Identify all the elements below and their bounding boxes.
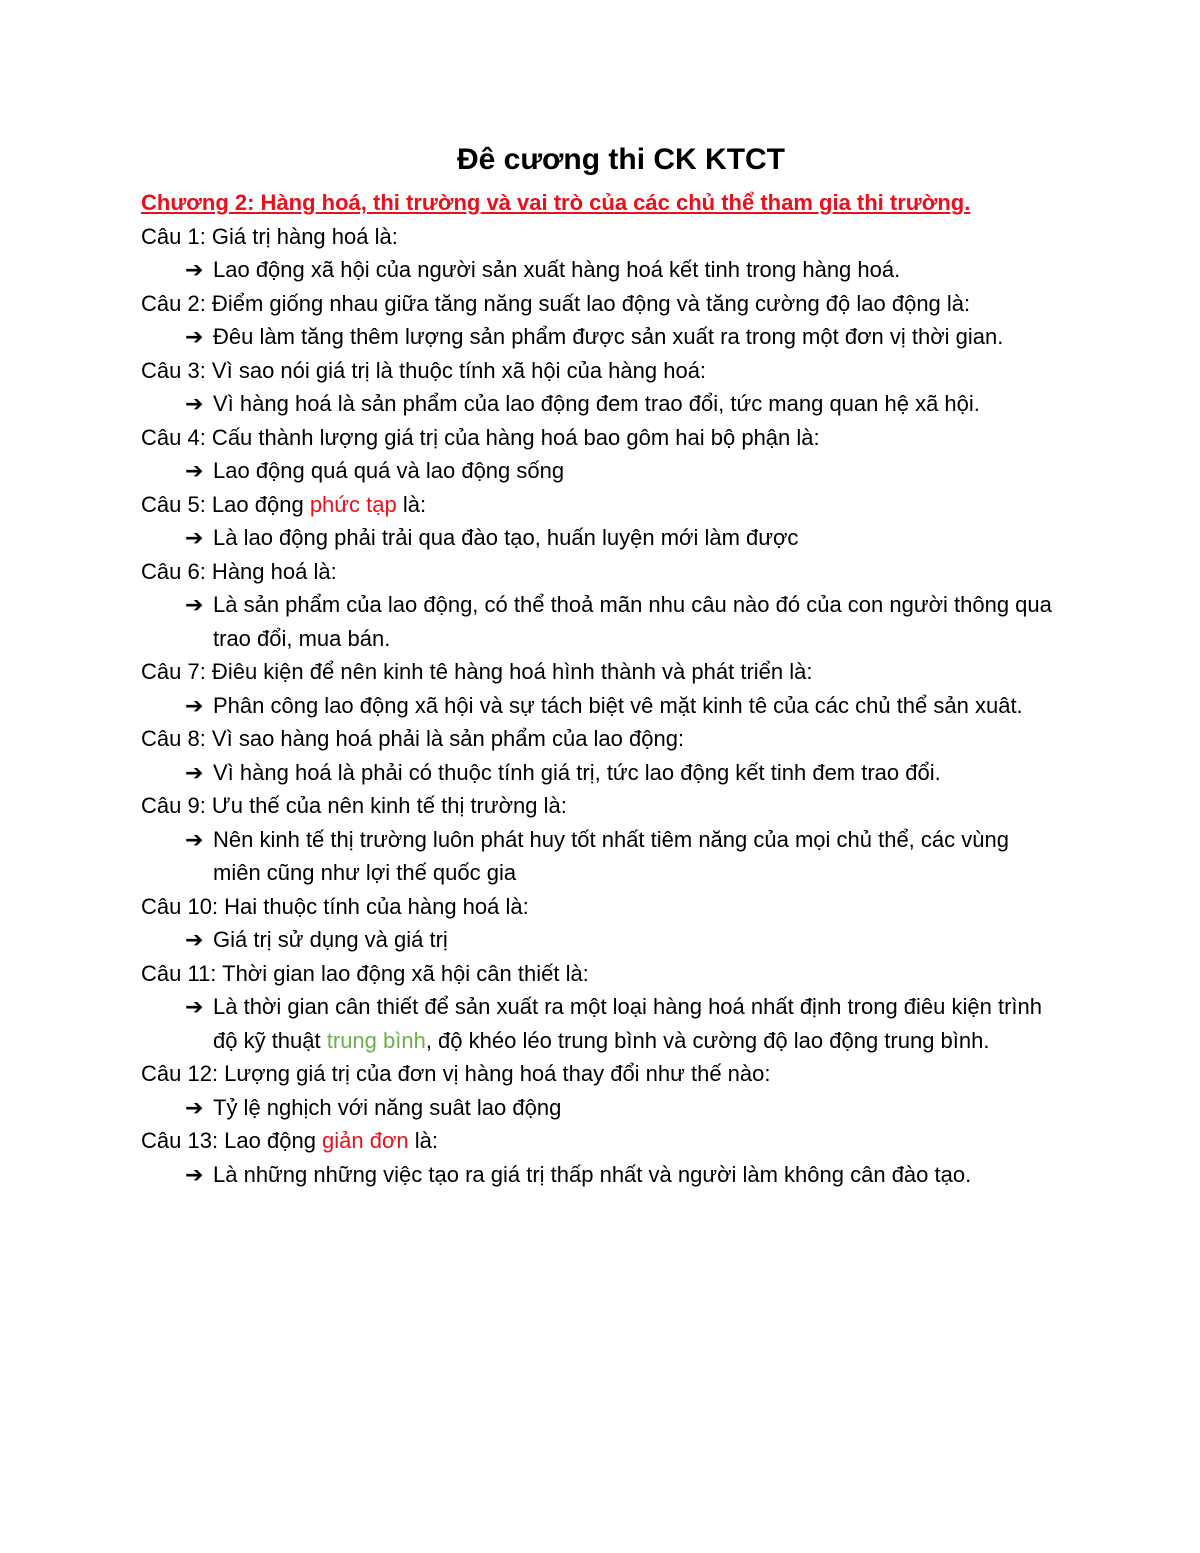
answer-2-text: Đêu làm tăng thêm lượng sản phẩm được sản xuất ra trong một đơn vị thời gian. <box>213 324 1004 349</box>
answer-11-highlight: trung bình <box>326 1027 426 1053</box>
answer-1 <box>141 253 1061 287</box>
answer-8-text: Vì hàng hoá là phải có thuộc tính giá trị, tức lao động kết tinh đem trao đổi. <box>213 759 941 785</box>
answer-11 <box>141 990 1061 1057</box>
answer-12-text: Tỷ lệ nghịch với năng suât lao động <box>213 1094 562 1120</box>
arrow-icon: ➔ <box>185 927 204 952</box>
answer-5-text: Là lao động phải trải qua đào tạo, huấn luyện mới làm được <box>213 525 799 550</box>
answer-11-suffix: , độ khéo léo trung bình và cường độ lao động trung bình. <box>425 1027 990 1053</box>
question-1: Câu 1: Giá trị hàng hoá là: <box>141 223 398 249</box>
arrow-icon: ➔ <box>185 257 204 282</box>
answer-3-text: Vì hàng hoá là sản phẩm của lao động đem trao đổi, tức mang quan hệ xã hội. <box>213 391 980 416</box>
answer-1-text: Lao động xã hội của người sản xuất hàng hoá kết tinh trong hàng hoá. <box>213 257 901 282</box>
answer-3 <box>141 387 1061 421</box>
arrow-icon: ➔ <box>185 1094 204 1120</box>
question-10: Câu 10: Hai thuộc tính của hàng hoá là: <box>141 893 529 919</box>
answer-7-text: Phân công lao động xã hội và sự tách biệt vê mặt kinh tê của các chủ thể sản xuât. <box>213 692 1023 718</box>
question-2: Câu 2: Điểm giống nhau giữa tăng năng suất lao động và tăng cường độ lao động là: <box>141 290 971 316</box>
answer-12 <box>141 1091 1061 1125</box>
answer-4 <box>141 454 1061 488</box>
chapter-heading: Chương 2: Hàng hoá, thi trường và vai trò của các chủ thể tham gia thi trường. <box>141 190 971 215</box>
question-4: Câu 4: Cấu thành lượng giá trị của hàng hoá bao gôm hai bộ phận là: <box>141 424 820 450</box>
arrow-icon: ➔ <box>185 826 204 852</box>
answer-11-prefix: Là thời gian cân thiết để sản xuất ra một loại hàng hoá nhất định trong điêu kiện trình độ kỹ thuật <box>213 994 1042 1053</box>
question-13-suffix: là: <box>408 1128 439 1153</box>
arrow-icon: ➔ <box>185 1161 204 1187</box>
question-6: Câu 6: Hàng hoá là: <box>141 558 337 584</box>
question-9: Câu 9: Ưu thế của nên kinh tế thị trường là: <box>141 793 567 818</box>
question-11: Câu 11: Thời gian lao động xã hội cân thiết là: <box>141 960 589 986</box>
arrow-icon: ➔ <box>185 692 204 718</box>
answer-13-text: Là những những việc tạo ra giá trị thấp nhất và người làm không cân đào tạo. <box>213 1161 972 1187</box>
question-3: Câu 3: Vì sao nói giá trị là thuộc tính xã hội của hàng hoá: <box>141 357 707 383</box>
question-8: Câu 8: Vì sao hàng hoá phải là sản phẩm của lao động: <box>141 726 685 751</box>
answer-5 <box>141 521 1061 555</box>
answer-4-text: Lao động quá quá và lao động sống <box>213 458 565 483</box>
answer-7 <box>141 689 1061 723</box>
question-5-highlight: phức tạp <box>309 491 397 517</box>
arrow-icon: ➔ <box>185 592 204 617</box>
answer-8 <box>141 756 1061 790</box>
answer-6-text: Là sản phẩm của lao động, có thể thoả mãn nhu câu nào đó của con người thông qua trao đổi, mua bán. <box>213 592 1052 651</box>
question-5 <box>141 488 1061 522</box>
question-5-prefix: Câu 5: Lao động <box>141 491 310 517</box>
answer-6 <box>141 588 1061 655</box>
document-title: Đê cương thi CK KTCT <box>456 143 786 176</box>
answer-9 <box>141 823 1061 890</box>
arrow-icon: ➔ <box>185 324 204 349</box>
arrow-icon: ➔ <box>185 391 204 416</box>
answer-2 <box>141 320 1061 354</box>
question-7: Câu 7: Điêu kiện để nên kinh tê hàng hoá hình thành và phát triển là: <box>141 659 813 684</box>
answer-10-text: Giá trị sử dụng và giá trị <box>213 927 448 952</box>
question-5-suffix: là: <box>396 491 427 517</box>
arrow-icon: ➔ <box>185 525 204 550</box>
question-12: Câu 12: Lượng giá trị của đơn vị hàng hoá thay đổi như thế nào: <box>141 1061 771 1086</box>
arrow-icon: ➔ <box>185 994 204 1019</box>
answer-10 <box>141 923 1061 957</box>
arrow-icon: ➔ <box>185 458 204 483</box>
question-13-prefix: Câu 13: Lao động <box>141 1128 323 1153</box>
answer-13 <box>141 1158 1061 1192</box>
answer-9-text: Nên kinh tế thị trường luôn phát huy tốt nhất tiêm năng của mọi chủ thể, các vùng miên cũng như lợi thế quốc gia <box>213 826 1009 885</box>
document-page <box>141 140 1061 1191</box>
question-13 <box>141 1124 1061 1158</box>
arrow-icon: ➔ <box>185 759 204 785</box>
question-13-highlight: giản đơn <box>322 1128 409 1153</box>
